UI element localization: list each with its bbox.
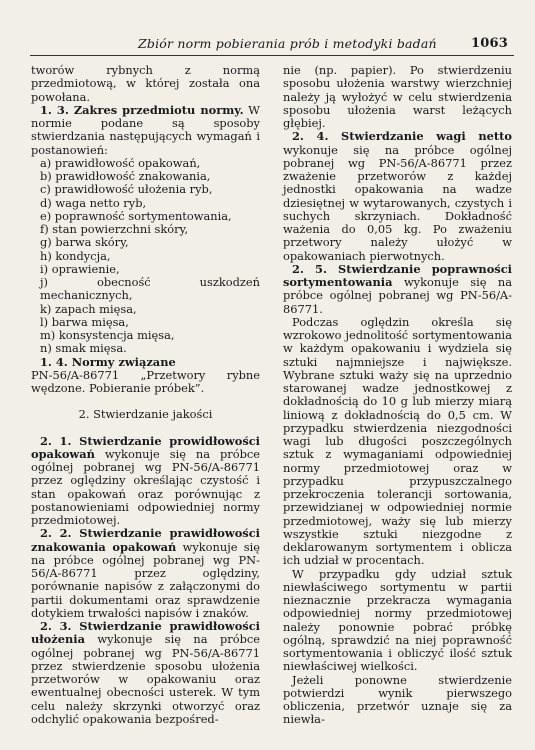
list-item: l) barwa mięsa,	[40, 314, 129, 329]
section-2-4-heading: 2. 4. Stwierdzanie wagi netto	[292, 129, 512, 144]
section-1-4-text: PN-56/A-86771 „Przetwory rybne wędzone. Pobieranie próbek”.	[31, 367, 260, 395]
list-item: m) konsystencja mięsa,	[40, 328, 175, 342]
page-number: 1063	[471, 36, 508, 51]
section-1-4-heading: 1. 4. Normy związane	[40, 354, 176, 369]
list-item: c) prawidłowość ułożenia ryb,	[40, 182, 213, 197]
page-header	[30, 36, 510, 54]
paragraph-podczas: Podczas oględzin określa się wzrokowo jednolitość sortymentowania w każdym opakowaniu i wydziela się sztuki najmniejsze i największe. Wybrane sztuki waży się na uprzednio starowanej wadze jednostkowej z dokładnością do 10 g lub mierzy miarą liniową z dokładnością do 0,5 cm. W przypadku stwierdzenia niezgodności wagi lub długości poszczególnych sztuk z wymaganiami odpowiedniej normy przedmiotowej oraz w przypadku przypuszczalnego przekroczenia tolerancji sortowania, przewidzianej w odpowiedniej normie przedmiotowej, waży się lub mierzy wszystkie sztuki niezgodne z deklarowanym sortymentem i oblicza ich udział w procentach.	[283, 314, 512, 568]
continuation-paragraph: nie (np. papier). Po stwierdzeniu sposobu ułożenia warstwy wierzchniej należy ją wyłożyć w celu stwierdzenia sposobu ułożenia warst leżących głębiej.	[283, 63, 512, 130]
intro-paragraph: tworów rybnych z normą przedmiotową, w której została ona powołana.	[31, 63, 260, 104]
list-item: b) prawidłowość znakowania,	[40, 169, 211, 183]
list-item: a) prawidłowość opakowań,	[40, 155, 201, 170]
list-item: j) obecność uszkodzeń mechanicznych,	[40, 275, 260, 303]
list-item: i) oprawienie,	[40, 261, 120, 276]
paragraph-jezeli: Jeżeli ponowne stwierdzenie potwierdzi wynik pierwszego obliczenia, przetwór uznaje się za niewła-	[283, 672, 512, 727]
header-rule	[30, 55, 514, 56]
list-item: d) waga netto ryb,	[40, 195, 147, 210]
list-item: f) stan powierzchni skóry,	[40, 222, 189, 236]
paragraph-w-przypadku: W przypadku gdy udział sztuk niewłaściwego sortymentu w partii nieznacznie przekracza wymagania odpowiedniej normy przedmiotowej należy ponownie pobrać próbkę ogólną, sprawdzić na niej poprawność sortymentowania i obliczyć ilość sztuk niewłaściwej wielkości.	[283, 566, 512, 674]
section-2-2-text: wykonuje się na próbce ogólnej pobranej wg PN-56/A-86771 przez oględziny, porównanie napisów z załączonymi do partii dokumentami oraz sprawdzenie dotykiem trwałości napisów i znaków.	[31, 539, 260, 620]
section-2-5-text: wykonuje się na próbce ogólnej pobranej wg PN-56/A-86771.	[283, 275, 512, 316]
section-1-3	[31, 104, 260, 157]
list-item: h) kondycja,	[40, 248, 111, 263]
section-2-1-heading: 2. 1. Stwierdzanie prowidłowości opakowań	[31, 433, 260, 461]
list-item: n) smak mięsa.	[40, 341, 127, 356]
section-1-3-text: W normie podane są sposoby stwierdzania następujących wymagań i postanowień:	[31, 102, 260, 157]
right-column	[283, 64, 512, 727]
section-2-3-heading: 2. 3. Stwierdzanie prawidłowości ułożenia	[31, 619, 260, 647]
section-2-3	[31, 620, 260, 726]
list-item: k) zapach mięsa,	[40, 301, 137, 316]
list-item: e) poprawność sortymentowania,	[40, 208, 232, 223]
section-1-3-heading: 1. 3. Zakres przedmiotu normy.	[40, 102, 244, 117]
list-item: g) barwa skóry,	[40, 235, 129, 250]
section-2-5	[283, 263, 512, 316]
section-2-title: 2. Stwierdzanie jakości	[78, 407, 213, 422]
left-column	[31, 64, 260, 726]
running-title: Zbiór norm pobierania prób i metodyki badań	[138, 36, 437, 51]
section-2-4-text: wykonuje się na próbce ogólnej pobranej wg PN-56/A-86771 przez zważenie przetworów z każdej jednostki opakowania na wadze dziesiętnej w wytarowanych, czystych i suchych skrzyniach. Dokładność ważenia do 0,05 kg. Po zważeniu przetwory należy ułożyć w opakowaniach pierwotnych.	[283, 142, 512, 263]
section-2-4	[283, 130, 512, 263]
section-2-2	[31, 527, 260, 620]
section-2-1-text: wykonuje się na próbce ogólnej pobranej wg PN-56/A-86771 przez oględziny określając czystość i stan opakowań oraz porównując z postanowieniami odpowiedniej normy przedmiotowej.	[31, 446, 260, 527]
section-2-1	[31, 435, 260, 528]
section-2-2-heading: 2. 2. Stwierdzanie prawidłowości znakowania opakowań	[31, 526, 260, 554]
section-2-3-text: wykonuje się na próbce ogólnej pobranej wg PN-56/A-86771 przez stwierdzenie sposobu ułożenia przetworów w opakowaniu oraz ewentualnej obecności usterek. W tym celu należy skrzynki otworzyć oraz odchylić opakowania bezpośred-	[31, 632, 260, 726]
section-2-5-heading: 2. 5. Stwierdzanie poprawności sortymentowania	[283, 261, 512, 289]
requirements-list	[31, 157, 260, 356]
